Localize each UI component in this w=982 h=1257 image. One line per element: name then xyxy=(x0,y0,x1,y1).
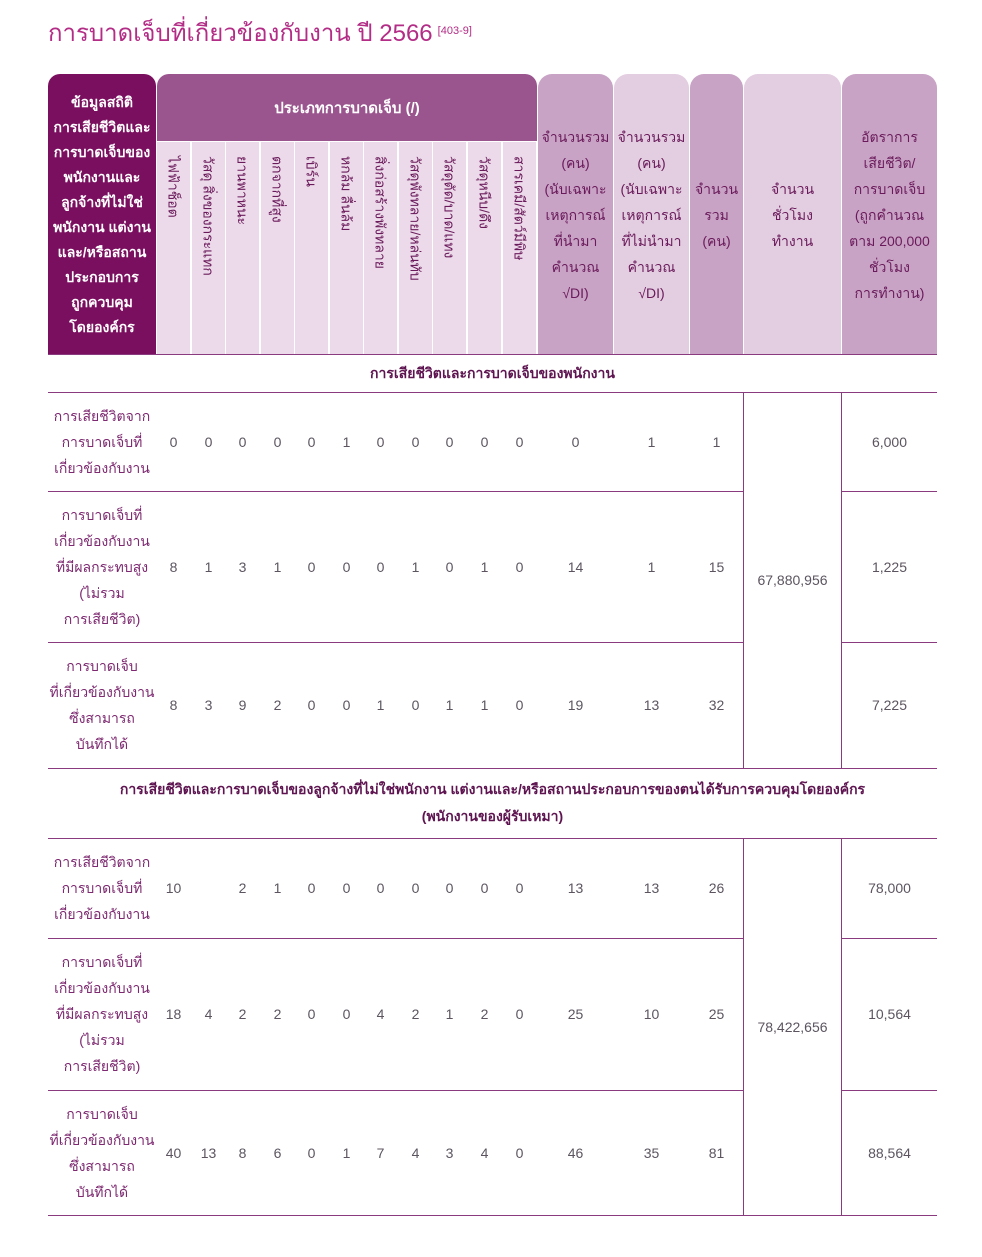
total-count-cell: 1 xyxy=(712,433,721,450)
total-counted-cell: 25 xyxy=(567,1006,584,1022)
section-heading: การเสียชีวิตและการบาดเจ็บของพนักงาน xyxy=(370,365,615,381)
total-not-counted-cell: 13 xyxy=(643,880,660,896)
injury-count-cell: 40 xyxy=(165,1144,182,1161)
row-label: การบาดเจ็บ ที่เกี่ยวข้องกับงาน ซึ่งสามารถ บันทึกได้ xyxy=(49,1105,155,1200)
injury-count-cell: 0 xyxy=(515,433,524,450)
header-injury-type-label: ยานพาหนะ xyxy=(234,156,251,226)
header-injury-type-label: สารเคมี/สัตว์มีพิษ xyxy=(511,156,528,261)
injury-count-cell: 18 xyxy=(165,1006,182,1022)
injury-count-cell: 1 xyxy=(445,1006,454,1022)
injury-count-cell: 1 xyxy=(342,433,351,450)
header-rate: อัตราการ เสียชีวิต/ การบาดเจ็บ (ถูกคำนวณ ตาม 200,000 ชั่วโมง การทำงาน) xyxy=(842,74,937,355)
rate-cell: 7,225 xyxy=(871,697,908,713)
injury-count-cell: 0 xyxy=(480,880,489,896)
injury-count-cell: 0 xyxy=(307,1006,316,1022)
injury-count-cell: 0 xyxy=(515,697,524,713)
injury-count-cell: 4 xyxy=(480,1144,489,1161)
rate-cell: 6,000 xyxy=(871,433,908,450)
injury-count-cell: 8 xyxy=(169,558,178,575)
injury-count-cell xyxy=(192,838,225,938)
injury-count-cell: 0 xyxy=(411,433,420,450)
header-injury-type-label: วัสดุหนีบ/ดึง xyxy=(476,156,493,230)
injury-count-cell: 1 xyxy=(273,880,282,896)
injury-count-cell: 6 xyxy=(273,1144,282,1161)
header-injury-type-label: วัสดุ สิ่งของกระแทก xyxy=(200,156,217,276)
header-injury-type-label: สิ่งก่อสร้างพังทลาย xyxy=(372,156,389,269)
injury-count-cell: 0 xyxy=(376,558,385,575)
injury-count-cell: 0 xyxy=(204,433,213,450)
injury-count-cell: 0 xyxy=(376,880,385,896)
row-label: การเสียชีวิตจาก การบาดเจ็บที่ เกี่ยวข้องกับงาน xyxy=(53,854,151,922)
total-counted-cell: 46 xyxy=(567,1144,584,1161)
total-not-counted-cell: 1 xyxy=(647,433,656,450)
row-label: การเสียชีวิตจาก การบาดเจ็บที่ เกี่ยวข้องกับงาน xyxy=(53,407,151,476)
injury-count-cell: 0 xyxy=(307,697,316,713)
injury-count-cell: 2 xyxy=(273,1006,282,1022)
injury-count-cell: 0 xyxy=(342,697,351,713)
injury-count-cell: 13 xyxy=(200,1144,217,1161)
injury-count-cell: 4 xyxy=(411,1144,420,1161)
injury-count-cell: 0 xyxy=(411,880,420,896)
total-counted-cell: 19 xyxy=(567,697,584,713)
rate-cell: 78,000 xyxy=(868,880,911,896)
injury-count-cell: 0 xyxy=(169,433,178,450)
injury-count-cell: 0 xyxy=(515,1144,524,1161)
header-injury-type-group: ประเภทการบาดเจ็บ (/) xyxy=(157,74,537,141)
injury-count-cell: 2 xyxy=(273,697,282,713)
section-bottom-rule xyxy=(48,1215,937,1216)
header-total-counted: จำนวนรวม (คน) (นับเฉพาะ เหตุการณ์ ที่นำมา คำนวณ √DI) xyxy=(538,74,613,355)
injury-count-cell: 0 xyxy=(445,433,454,450)
working-hours-value: 67,880,956 xyxy=(757,572,828,588)
injury-count-cell: 0 xyxy=(238,433,247,450)
injury-count-cell: 4 xyxy=(204,1006,213,1022)
row-label: การบาดเจ็บที่ เกี่ยวข้องกับงาน ที่มีผลกระทบสูง (ไม่รวม การเสียชีวิต) xyxy=(54,954,150,1074)
injury-count-cell: 0 xyxy=(376,433,385,450)
injury-count-cell: 1 xyxy=(376,697,385,713)
injury-count-cell: 3 xyxy=(204,697,213,713)
injury-count-cell: 0 xyxy=(515,880,524,896)
injury-count-cell: 2 xyxy=(238,880,247,896)
rate-cell: 88,564 xyxy=(868,1144,911,1161)
header-injury-type-label: ตกจากที่สูง xyxy=(269,156,286,223)
injury-count-cell: 1 xyxy=(445,697,454,713)
total-counted-cell: 13 xyxy=(567,880,584,896)
header-total: จำนวน รวม (คน) xyxy=(690,74,743,355)
injury-count-cell: 0 xyxy=(445,558,454,575)
rate-cell: 1,225 xyxy=(871,558,908,575)
injury-count-cell: 4 xyxy=(376,1006,385,1022)
injury-count-cell: 0 xyxy=(307,880,316,896)
injury-count-cell: 1 xyxy=(411,558,420,575)
total-count-cell: 26 xyxy=(708,880,725,896)
injury-count-cell: 1 xyxy=(204,558,213,575)
header-total-not-counted: จำนวนรวม (คน) (นับเฉพาะ เหตุการณ์ ที่ไม่นำมา คำนวณ √DI) xyxy=(614,74,689,355)
injury-count-cell: 0 xyxy=(307,558,316,575)
injury-count-cell: 0 xyxy=(515,558,524,575)
injury-count-cell: 8 xyxy=(238,1144,247,1161)
row-label: การบาดเจ็บที่ เกี่ยวข้องกับงาน ที่มีผลกระทบสูง (ไม่รวม การเสียชีวิต) xyxy=(54,506,150,627)
injury-count-cell: 9 xyxy=(238,697,247,713)
injury-count-cell: 0 xyxy=(515,1006,524,1022)
injury-count-cell: 3 xyxy=(445,1144,454,1161)
injury-count-cell: 10 xyxy=(165,880,182,896)
total-counted-cell: 14 xyxy=(567,558,584,575)
total-count-cell: 32 xyxy=(708,697,725,713)
injury-count-cell: 0 xyxy=(411,697,420,713)
injury-count-cell: 1 xyxy=(480,697,489,713)
total-count-cell: 15 xyxy=(708,558,725,575)
injury-count-cell: 3 xyxy=(238,558,247,575)
injury-count-cell: 1 xyxy=(342,1144,351,1161)
page-title-text: การบาดเจ็บที่เกี่ยวข้องกับงาน ปี 2566 xyxy=(48,20,433,47)
header-working-hours: จำนวน ชั่วโมง ทำงาน xyxy=(744,74,841,355)
header-injury-type-label: วัสดุพังทลาย/หล่นทับ xyxy=(407,156,424,281)
total-not-counted-cell: 10 xyxy=(643,1006,660,1022)
injury-count-cell: 0 xyxy=(342,1006,351,1022)
row-label: การบาดเจ็บ ที่เกี่ยวข้องกับงาน ซึ่งสามารถ บันทึกได้ xyxy=(49,658,155,752)
total-not-counted-cell: 1 xyxy=(647,558,656,575)
header-injury-type-label: เบิร์น xyxy=(303,156,320,187)
total-not-counted-cell: 35 xyxy=(643,1144,660,1161)
injury-count-cell: 0 xyxy=(480,433,489,450)
header-injury-type-label: วัสดุตัด/บาด/แทง xyxy=(441,156,458,259)
injury-count-cell: 0 xyxy=(273,433,282,450)
total-count-cell: 25 xyxy=(708,1006,725,1022)
injury-count-cell: 0 xyxy=(445,880,454,896)
injury-count-cell: 2 xyxy=(238,1006,247,1022)
header-injury-type-label: หกล้ม ลื่นล้ม xyxy=(338,156,355,232)
header-injury-type-label: ไฟฟ้าช็อต xyxy=(165,156,182,218)
section-heading: การเสียชีวิตและการบาดเจ็บของลูกจ้างที่ไม่ใช่พนักงาน แต่งานและ/หรือสถานประกอบการของตนได้รับการควบคุมโดยองค์กร (พนักงานของผู้รับเหมา) xyxy=(119,781,866,824)
injury-count-cell: 2 xyxy=(411,1006,420,1022)
injury-count-cell: 0 xyxy=(342,558,351,575)
total-count-cell: 81 xyxy=(708,1144,725,1161)
injury-count-cell: 7 xyxy=(376,1144,385,1161)
rate-cell: 10,564 xyxy=(868,1006,911,1022)
injury-count-cell: 0 xyxy=(307,1144,316,1161)
injury-count-cell: 2 xyxy=(480,1006,489,1022)
gri-reference: [403-9] xyxy=(437,25,472,37)
header-statistics-label: ข้อมูลสถิติ การเสียชีวิตและ การบาดเจ็บของ พนักงานและ ลูกจ้างที่ไม่ใช่ พนักงาน แต่งาน และ/หรือสถาน ประกอบการ ถูกควบคุม โดยองค์กร xyxy=(48,74,156,355)
injury-count-cell: 1 xyxy=(480,558,489,575)
working-hours-value: 78,422,656 xyxy=(757,1018,828,1035)
injury-count-cell: 1 xyxy=(273,558,282,575)
injury-count-cell: 8 xyxy=(169,697,178,713)
injury-count-cell: 0 xyxy=(307,433,316,450)
injury-count-cell: 0 xyxy=(342,880,351,896)
total-counted-cell: 0 xyxy=(571,433,580,450)
total-not-counted-cell: 13 xyxy=(643,697,660,713)
